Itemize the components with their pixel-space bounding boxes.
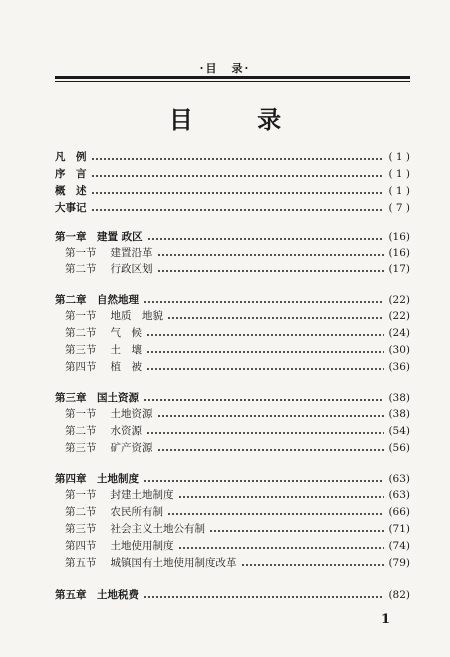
toc-section-label: 地质 地貌 <box>110 310 163 322</box>
toc-section-page: (16) <box>388 247 410 259</box>
dot-leader <box>178 547 385 549</box>
toc-chapter-page: (22) <box>388 294 410 306</box>
toc-section-page: (38) <box>388 408 410 420</box>
toc-section-label: 气 候 <box>110 327 142 339</box>
toc-entry-dashiji[interactable] <box>55 201 410 215</box>
toc-section-page: (24) <box>388 327 410 339</box>
toc-chapter-page: (63) <box>388 473 410 485</box>
toc-section-page: (54) <box>388 425 410 437</box>
toc-section-4-5[interactable] <box>55 556 410 570</box>
toc-chapter-label: 第五章 土地税费 <box>55 589 139 601</box>
toc-chapter-label: 第一章 建置 政区 <box>55 231 143 243</box>
toc-chapter-4[interactable] <box>55 472 410 486</box>
toc-section-page: (79) <box>388 557 410 569</box>
toc-section-number: 第五节 <box>65 557 97 569</box>
toc-chapter-5[interactable] <box>55 588 410 602</box>
toc-section-number: 第二节 <box>65 425 97 437</box>
dot-leader <box>91 192 385 194</box>
toc-section-3-1[interactable] <box>55 407 410 421</box>
dot-leader <box>146 432 384 434</box>
toc-section-label: 土地资源 <box>110 408 153 420</box>
toc-section-page: (74) <box>388 540 410 552</box>
dot-leader <box>178 496 385 498</box>
toc-entry-fanli[interactable] <box>55 150 410 164</box>
toc-section-2-1[interactable] <box>55 309 410 323</box>
toc-section-label: 农民所有制 <box>110 506 163 518</box>
dot-leader <box>143 480 384 482</box>
header-rule-thin <box>55 81 410 82</box>
toc-section-1-1[interactable] <box>55 246 410 260</box>
toc-entry-page: ( 1 ) <box>388 168 410 180</box>
toc-section-1-2[interactable] <box>55 262 410 276</box>
dot-leader <box>146 368 384 370</box>
dot-leader <box>143 301 384 303</box>
dot-leader <box>91 175 385 177</box>
toc-section-4-4[interactable] <box>55 539 410 553</box>
dot-leader <box>91 209 385 211</box>
toc-section-number: 第一节 <box>65 247 97 259</box>
toc-section-number: 第一节 <box>65 489 97 501</box>
toc-entry-gaishu[interactable] <box>55 184 410 198</box>
toc-section-number: 第一节 <box>65 408 97 420</box>
dot-leader <box>143 596 384 598</box>
toc-entry-page: ( 1 ) <box>388 151 410 163</box>
toc-entry-label: 序 言 <box>55 168 87 180</box>
toc-section-3-3[interactable] <box>55 441 410 455</box>
toc-section-label: 水资源 <box>110 425 142 437</box>
toc-chapter-page: (38) <box>388 392 410 404</box>
toc-section-page: (17) <box>388 263 410 275</box>
toc-section-number: 第二节 <box>65 263 97 275</box>
dot-leader <box>157 415 385 417</box>
running-header: ·目 录· <box>199 62 251 75</box>
toc-section-number: 第二节 <box>65 506 97 518</box>
toc-chapter-page: (16) <box>388 231 410 243</box>
header-rule-thick <box>55 76 410 79</box>
dot-leader <box>209 530 384 532</box>
toc-chapter-label: 第二章 自然地理 <box>55 294 139 306</box>
toc-section-4-3[interactable] <box>55 522 410 536</box>
toc-section-number: 第四节 <box>65 361 97 373</box>
dot-leader <box>157 270 385 272</box>
toc-entry-xuyan[interactable] <box>55 167 410 181</box>
toc-section-page: (66) <box>388 506 410 518</box>
page-title: 目 录 <box>168 105 310 134</box>
dot-leader <box>146 351 384 353</box>
dot-leader <box>146 334 384 336</box>
toc-section-page: (56) <box>388 442 410 454</box>
toc-entry-page: ( 7 ) <box>388 202 410 214</box>
dot-leader <box>157 449 385 451</box>
toc-section-number: 第四节 <box>65 540 97 552</box>
toc-section-2-4[interactable] <box>55 360 410 374</box>
toc-section-number: 第三节 <box>65 344 97 356</box>
toc-chapter-3[interactable] <box>55 391 410 405</box>
toc-section-label: 建置沿革 <box>110 247 153 259</box>
toc-entry-label: 凡 例 <box>55 151 87 163</box>
page-number: 1 <box>380 612 390 627</box>
toc-section-number: 第一节 <box>65 310 97 322</box>
toc-chapter-label: 第四章 土地制度 <box>55 473 139 485</box>
toc-section-page: (30) <box>388 344 410 356</box>
toc-chapter-page: (82) <box>388 589 410 601</box>
toc-section-2-2[interactable] <box>55 326 410 340</box>
dot-leader <box>147 238 385 240</box>
toc-section-number: 第三节 <box>65 523 97 535</box>
dot-leader <box>167 317 384 319</box>
toc-section-2-3[interactable] <box>55 343 410 357</box>
toc-section-number: 第三节 <box>65 442 97 454</box>
dot-leader <box>167 513 384 515</box>
toc-section-page: (71) <box>388 523 410 535</box>
toc-entry-label: 大事记 <box>55 202 87 214</box>
toc-section-label: 矿产资源 <box>110 442 153 454</box>
toc-section-page: (63) <box>388 489 410 501</box>
toc-section-number: 第二节 <box>65 327 97 339</box>
toc-chapter-2[interactable] <box>55 293 410 307</box>
toc-section-3-2[interactable] <box>55 424 410 438</box>
toc-section-4-2[interactable] <box>55 505 410 519</box>
toc-section-label: 社会主义土地公有制 <box>110 523 205 535</box>
toc-section-label: 城镇国有土地使用制度改革 <box>110 557 237 569</box>
toc-section-label: 行政区划 <box>110 263 153 275</box>
toc-section-label: 土地使用制度 <box>110 540 174 552</box>
dot-leader <box>157 254 385 256</box>
toc-section-label: 植 被 <box>110 361 142 373</box>
toc-entry-page: ( 1 ) <box>388 185 410 197</box>
dot-leader <box>241 564 385 566</box>
toc-section-label: 土 壤 <box>110 344 142 356</box>
toc-chapter-1[interactable] <box>55 230 410 244</box>
toc-section-page: (22) <box>388 310 410 322</box>
toc-section-page: (36) <box>388 361 410 373</box>
toc-section-label: 封建土地制度 <box>110 489 174 501</box>
dot-leader <box>91 158 385 160</box>
toc-section-4-1[interactable] <box>55 488 410 502</box>
toc-chapter-label: 第三章 国土资源 <box>55 392 139 404</box>
dot-leader <box>143 399 384 401</box>
toc-entry-label: 概 述 <box>55 185 87 197</box>
